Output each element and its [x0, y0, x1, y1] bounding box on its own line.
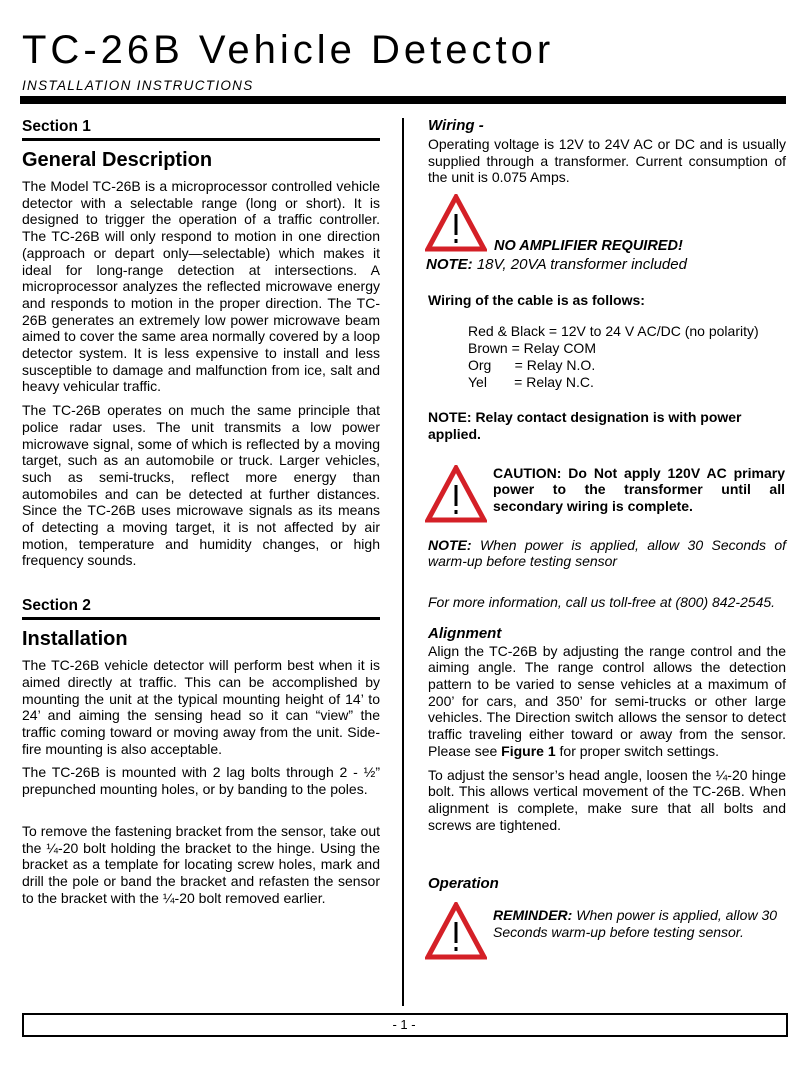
document-title: TC-26B Vehicle Detector	[22, 28, 555, 72]
alignment-heading: Alignment	[428, 624, 502, 642]
section-1-label: Section 1	[22, 118, 380, 141]
right-column	[428, 118, 786, 960]
cable-wiring-list	[468, 323, 786, 391]
transformer-note-text: 18V, 20VA transformer included	[476, 256, 687, 274]
caution-block	[428, 465, 786, 523]
document-subtitle: INSTALLATION INSTRUCTIONS	[22, 78, 254, 93]
alignment-text-1: Align the TC-26B by adjusting the range control and the aiming angle. The range control allows the detection pattern to be varied to sense vehicles at a maximum of 200’ for cars, and 350’ for semi-trucks or other large vehicles. The Direction switch allows the sensor to detect traffic traveling either toward or away from the sensor. Please see	[428, 642, 786, 759]
general-description-paragraph-2: The TC-26B operates on much the same principle that police radar uses. The unit transmits a low power microwave signal, some of which is reflected by a moving target, such as an automobile or truck. Larger vehicles, such as semi-trucks, reflect more energy than automobiles and can be detected at further distances. Since the TC-26B uses microwave signals as its means of detecting a moving target, it is not affected by air motion, temperature and humidity changes, or high frequency sounds.	[22, 402, 380, 569]
contact-info: For more information, call us toll-free at (800) 842-2545.	[428, 593, 776, 610]
cable-wiring-heading: Wiring of the cable is as follows:	[428, 292, 645, 309]
warning-triangle-icon	[425, 194, 487, 252]
reminder-body: When power is applied, allow 30 Seconds warm-up before testing sensor.	[493, 907, 778, 941]
reminder-text	[493, 907, 785, 940]
warmup-note-label: NOTE:	[428, 536, 472, 553]
general-description-paragraph-1: The Model TC-26B is a microprocessor controlled vehicle detector with a selectable range (long or short). It is designed to trigger the operation of a traffic controller. The TC-26B will only respond to motion in one direction (approach or depart only—selectable) which makes it ideal for long-range detection at intersections. A microprocessor analyzes the reflected microwave energy and responds to motion in the proper direction. The TC-26B generates an extremely low power microwave beam aimed to cover the same area normally covered by a loop detector system. It is less expensive to install and less susceptible to damage and malfunction from ice, salt and heavy vehicular traffic.	[22, 178, 380, 395]
reminder-label: REMINDER:	[493, 907, 573, 924]
wiring-line: Org = Relay N.O.	[468, 357, 596, 374]
warning-triangle-icon	[425, 902, 487, 960]
figure-1-reference: Figure 1	[501, 742, 556, 759]
warmup-note	[428, 537, 786, 570]
left-column	[22, 118, 380, 906]
alignment-paragraph-2: To adjust the sensor’s head angle, loosen the ¼-20 hinge bolt. This allows vertical movement of the TC-26B. When alignment is complete, make sure that all bolts and screws are tightened.	[428, 766, 786, 833]
transformer-note-label: NOTE:	[426, 256, 473, 274]
reminder-block	[428, 902, 786, 960]
page-number: - 1 -	[392, 1017, 416, 1032]
caution-text: CAUTION: Do Not apply 120V AC primary power to the transformer until all secondary wiring is complete.	[493, 464, 785, 514]
wiring-paragraph: Operating voltage is 12V to 24V AC or DC and is usually supplied through a transformer. Current consumption of the unit is 0.075 Amps.	[428, 136, 786, 186]
alignment-paragraph-1	[428, 643, 786, 760]
alignment-text-2: for proper switch settings.	[555, 742, 720, 759]
installation-paragraph-1: The TC-26B vehicle detector will perform best when it is aimed directly at traffic. This can be accomplished by mounting the unit at the typical mounting height of 14’ to 24’ and aiming the sensing head so it can “view” the traffic coming toward or moving away from the unit. Side-fire mounting is also acceptable.	[22, 657, 380, 757]
installation-paragraph-3: To remove the fastening bracket from the sensor, take out the ¼-20 bolt holding the bracket to the hinge. Using the bracket as a template for locating screw holes, mark and drill the pole or band the bracket and refasten the sensor to the bracket with the ¼-20 bolt removed earlier.	[22, 822, 380, 906]
no-amplifier-block	[428, 194, 786, 256]
relay-note: NOTE: Relay contact designation is with power applied.	[428, 409, 742, 442]
wiring-line: Brown = Relay COM	[468, 340, 596, 357]
header-rule	[20, 96, 786, 104]
warmup-note-text: When power is applied, allow 30 Seconds of warm-up before testing sensor	[428, 536, 787, 570]
operation-heading: Operation	[428, 875, 499, 893]
wiring-heading: Wiring -	[428, 117, 484, 134]
warning-triangle-icon	[425, 465, 487, 523]
no-amplifier-text: NO AMPLIFIER REQUIRED!	[494, 238, 683, 255]
installation-paragraph-2: The TC-26B is mounted with 2 lag bolts through 2 - ½” prepunched mounting holes, or by banding to the poles.	[22, 764, 380, 798]
transformer-note	[426, 256, 786, 274]
section-1-title: General Description	[22, 149, 213, 171]
wiring-line: Red & Black = 12V to 24 V AC/DC (no polarity)	[468, 323, 759, 340]
section-2-label: Section 2	[22, 597, 380, 620]
column-divider	[402, 118, 404, 1006]
section-2-title: Installation	[22, 628, 128, 651]
wiring-line: Yel = Relay N.C.	[468, 374, 594, 391]
